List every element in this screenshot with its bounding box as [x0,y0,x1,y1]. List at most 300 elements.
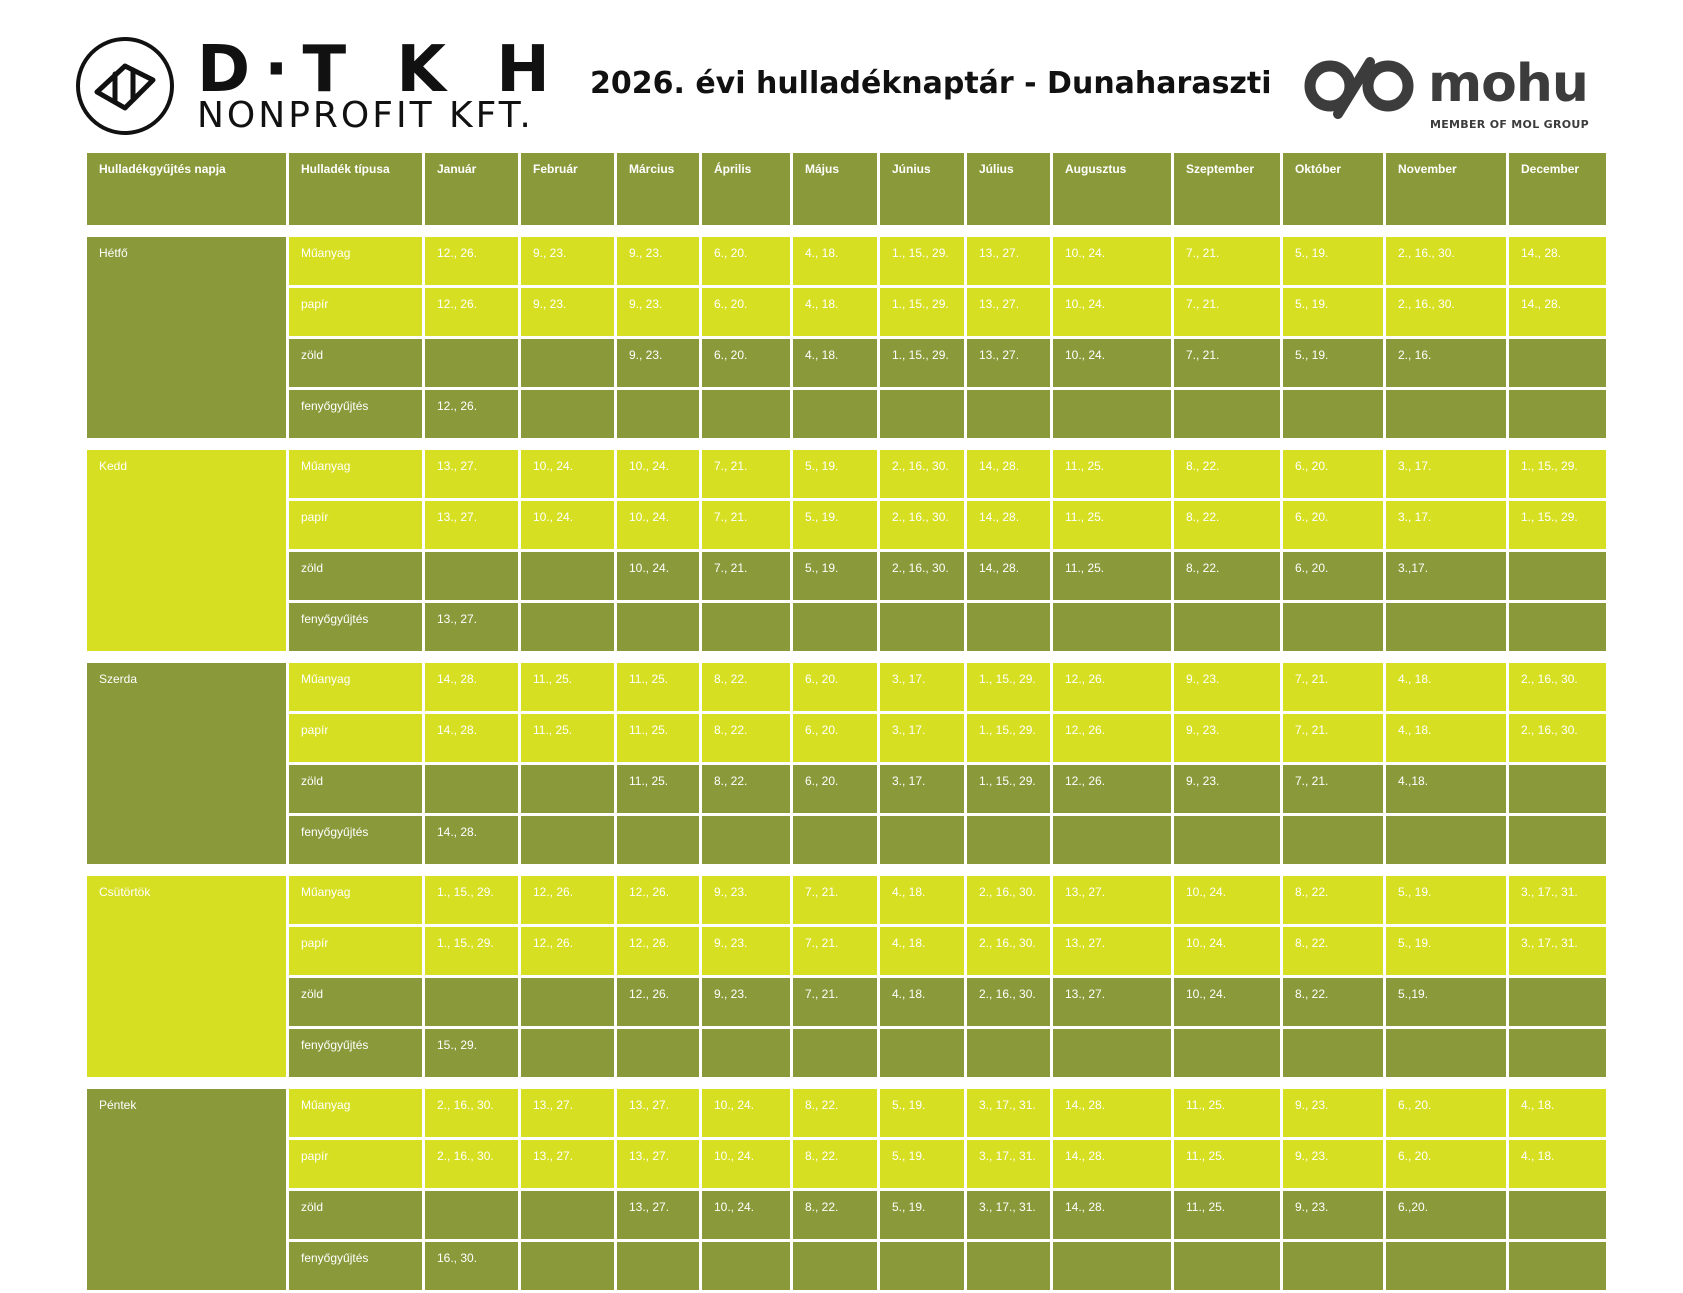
day-name-cell: Szerda [86,662,288,866]
date-cell: 5., 19. [879,1088,966,1139]
date-cell: 10., 24. [1173,926,1282,977]
date-cell: 5., 19. [1282,338,1385,389]
table-row [86,1190,1608,1241]
mohu-tagline: MEMBER OF MOL GROUP [1430,118,1589,131]
day-name-cell: Csütörtök [86,875,288,1079]
date-cell: 13., 27. [424,602,520,653]
date-cell: 5., 19. [1282,287,1385,338]
group-spacer [86,227,1608,236]
date-cell: 10., 24. [701,1088,792,1139]
date-cell: 5., 19. [879,1139,966,1190]
date-cell: 9., 23. [701,875,792,926]
date-cell: 1., 15., 29. [879,236,966,287]
date-cell [1385,389,1508,440]
date-cell: 9., 23. [520,236,616,287]
group-spacer [86,866,1608,875]
date-cell: 12., 26. [520,875,616,926]
date-cell: 14., 28. [966,449,1052,500]
date-cell: 3., 17. [1385,500,1508,551]
dtkh-logo [75,33,564,136]
date-cell [701,815,792,866]
date-cell: 7., 21. [1282,764,1385,815]
date-cell: 2., 16., 30. [1508,713,1608,764]
date-cell: 9., 23. [701,926,792,977]
date-cell: 6., 20. [792,662,879,713]
date-cell: 12., 26. [1052,713,1173,764]
date-cell [1508,389,1608,440]
date-cell: 2., 16., 30. [966,875,1052,926]
date-cell: 4., 18. [1508,1139,1608,1190]
date-cell: 13., 27. [966,287,1052,338]
date-cell: 2., 16., 30. [424,1139,520,1190]
date-cell: 6., 20. [1282,449,1385,500]
date-cell: 4., 18. [1385,662,1508,713]
waste-type-cell: fenyőgyűjtés [288,815,424,866]
day-name-cell: Kedd [86,449,288,653]
date-cell: 10., 24. [1173,875,1282,926]
date-cell [1385,1241,1508,1292]
date-cell: 8., 22. [792,1088,879,1139]
waste-type-cell: zöld [288,1190,424,1241]
date-cell: 4., 18. [1508,1088,1608,1139]
date-cell: 13., 27. [424,500,520,551]
col-header: Hulladék típusa [288,152,424,227]
col-header: Hulladékgyűjtés napja [86,152,288,227]
table-row [86,764,1608,815]
date-cell [966,1028,1052,1079]
date-cell: 6., 20. [1385,1139,1508,1190]
date-cell: 6., 20. [701,338,792,389]
date-cell [1173,1241,1282,1292]
waste-type-cell: zöld [288,764,424,815]
waste-type-cell: Műanyag [288,236,424,287]
date-cell: 11., 25. [1052,551,1173,602]
table-row [86,977,1608,1028]
date-cell: 7., 21. [1282,662,1385,713]
date-cell: 13., 27. [966,338,1052,389]
date-cell [701,1028,792,1079]
date-cell: 3.,17. [1385,551,1508,602]
date-cell [701,1241,792,1292]
date-cell [879,1028,966,1079]
date-cell: 11., 25. [616,713,701,764]
date-cell [520,1190,616,1241]
date-cell [1508,602,1608,653]
spacer-cell [86,866,1608,875]
table-row [86,338,1608,389]
col-header: Április [701,152,792,227]
date-cell: 7., 21. [792,926,879,977]
brand-subtitle: NONPROFIT KFT. [197,95,534,136]
table-row [86,500,1608,551]
spacer-cell [86,227,1608,236]
col-header: Október [1282,152,1385,227]
table-row [86,449,1608,500]
date-cell: 11., 25. [616,662,701,713]
date-cell: 14., 28. [1508,236,1608,287]
date-cell: 2., 16., 30. [1385,287,1508,338]
date-cell [1282,602,1385,653]
date-cell: 11., 25. [1173,1139,1282,1190]
date-cell [1052,1241,1173,1292]
date-cell: 10., 24. [701,1139,792,1190]
date-cell [1282,815,1385,866]
date-cell [1508,1190,1608,1241]
date-cell: 1., 15., 29. [1508,449,1608,500]
date-cell: 2., 16., 30. [966,977,1052,1028]
table-row [86,815,1608,866]
date-cell: 8., 22. [1173,551,1282,602]
date-cell: 3., 17., 31. [966,1139,1052,1190]
waste-type-cell: papír [288,500,424,551]
date-cell [1173,602,1282,653]
waste-type-cell: papír [288,1139,424,1190]
date-cell: 12., 26. [1052,662,1173,713]
col-header: Március [616,152,701,227]
date-cell: 8., 22. [1282,875,1385,926]
date-cell: 5., 19. [792,500,879,551]
date-cell: 7., 21. [701,449,792,500]
date-cell: 13., 27. [1052,977,1173,1028]
date-cell: 8., 22. [792,1190,879,1241]
date-cell [792,602,879,653]
date-cell [966,1241,1052,1292]
date-cell: 9., 23. [616,338,701,389]
table-row [86,662,1608,713]
table-row [86,287,1608,338]
table-row [86,1028,1608,1079]
date-cell: 8., 22. [1282,977,1385,1028]
col-header: Május [792,152,879,227]
waste-type-cell: zöld [288,551,424,602]
date-cell: 9., 23. [1173,662,1282,713]
date-cell [1052,602,1173,653]
date-cell: 14., 28. [424,662,520,713]
date-cell [966,389,1052,440]
date-cell: 1., 15., 29. [966,713,1052,764]
date-cell [1385,815,1508,866]
date-cell: 3., 17., 31. [966,1088,1052,1139]
date-cell: 4., 18. [792,338,879,389]
date-cell: 9., 23. [616,287,701,338]
waste-type-cell: Műanyag [288,449,424,500]
date-cell: 14., 28. [1508,287,1608,338]
mohu-emblem-icon [1300,56,1420,126]
date-cell: 1., 15., 29. [966,764,1052,815]
date-cell [520,602,616,653]
date-cell [792,389,879,440]
day-name-cell: Hétfő [86,236,288,440]
group-spacer [86,1079,1608,1088]
date-cell: 7., 21. [1173,236,1282,287]
date-cell: 14., 28. [1052,1139,1173,1190]
date-cell: 4., 18. [792,287,879,338]
date-cell [424,551,520,602]
date-cell [1282,389,1385,440]
date-cell: 2., 16., 30. [879,500,966,551]
date-cell: 10., 24. [1052,338,1173,389]
date-cell: 14., 28. [966,500,1052,551]
date-cell [792,1241,879,1292]
date-cell [520,551,616,602]
date-cell [424,764,520,815]
date-cell: 3., 17. [879,713,966,764]
date-cell [1508,1241,1608,1292]
date-cell: 13., 27. [520,1139,616,1190]
date-cell: 11., 25. [520,713,616,764]
date-cell: 10., 24. [1052,236,1173,287]
date-cell: 13., 27. [1052,926,1173,977]
date-cell [616,389,701,440]
date-cell: 2., 16., 30. [1508,662,1608,713]
date-cell [701,389,792,440]
date-cell [1508,338,1608,389]
date-cell: 14., 28. [424,815,520,866]
date-cell: 12., 26. [424,287,520,338]
date-cell: 10., 24. [1052,287,1173,338]
date-cell: 12., 26. [616,977,701,1028]
date-cell [520,1241,616,1292]
date-cell [792,815,879,866]
date-cell [616,602,701,653]
date-cell: 11., 25. [1173,1088,1282,1139]
col-header: December [1508,152,1608,227]
date-cell: 1., 15., 29. [966,662,1052,713]
date-cell [879,1241,966,1292]
table-row [86,875,1608,926]
table-row [86,926,1608,977]
date-cell: 3., 17. [879,662,966,713]
date-cell: 2., 16., 30. [966,926,1052,977]
date-cell [1508,977,1608,1028]
date-cell: 10., 24. [616,449,701,500]
date-cell [616,1241,701,1292]
waste-type-cell: Műanyag [288,1088,424,1139]
date-cell [1385,602,1508,653]
col-header: November [1385,152,1508,227]
date-cell: 3., 17. [1385,449,1508,500]
date-cell: 4., 18. [792,236,879,287]
date-cell [1508,1028,1608,1079]
date-cell [424,338,520,389]
date-cell: 8., 22. [1173,449,1282,500]
date-cell: 10., 24. [616,500,701,551]
date-cell: 5.,19. [1385,977,1508,1028]
date-cell: 10., 24. [616,551,701,602]
date-cell [1173,389,1282,440]
table-row [86,713,1608,764]
date-cell: 5., 19. [1385,875,1508,926]
date-cell [520,815,616,866]
date-cell: 3., 17. [879,764,966,815]
date-cell: 3., 17., 31. [966,1190,1052,1241]
spacer-cell [86,1079,1608,1088]
date-cell: 12., 26. [616,926,701,977]
waste-type-cell: papír [288,287,424,338]
table-row [86,1088,1608,1139]
date-cell: 2., 16., 30. [879,449,966,500]
date-cell [424,977,520,1028]
table-row [86,236,1608,287]
date-cell: 13., 27. [1052,875,1173,926]
date-cell [520,977,616,1028]
date-cell: 7., 21. [1173,338,1282,389]
waste-type-cell: fenyőgyűjtés [288,1241,424,1292]
date-cell [1385,1028,1508,1079]
date-cell: 1., 15., 29. [879,287,966,338]
date-cell: 14., 28. [1052,1190,1173,1241]
date-cell: 3., 17., 31. [1508,926,1608,977]
date-cell [520,389,616,440]
date-cell: 14., 28. [1052,1088,1173,1139]
date-cell: 1., 15., 29. [1508,500,1608,551]
date-cell [879,602,966,653]
date-cell: 6., 20. [1282,551,1385,602]
waste-type-cell: zöld [288,338,424,389]
date-cell: 6., 20. [1282,500,1385,551]
dtkh-emblem-icon [75,36,175,136]
table-row [86,602,1608,653]
waste-type-cell: Műanyag [288,662,424,713]
date-cell: 15., 29. [424,1028,520,1079]
group-spacer [86,653,1608,662]
date-cell: 8., 22. [1173,500,1282,551]
waste-type-cell: papír [288,926,424,977]
header-row [86,152,1608,227]
date-cell: 8., 22. [701,662,792,713]
date-cell: 2., 16., 30. [424,1088,520,1139]
date-cell: 5., 19. [792,551,879,602]
date-cell: 8., 22. [792,1139,879,1190]
date-cell: 10., 24. [520,449,616,500]
date-cell: 6.,20. [1385,1190,1508,1241]
date-cell: 8., 22. [701,713,792,764]
date-cell: 9., 23. [1282,1190,1385,1241]
mohu-wordmark: mohu [1428,54,1588,114]
date-cell: 5., 19. [879,1190,966,1241]
date-cell: 9., 23. [701,977,792,1028]
date-cell: 16., 30. [424,1241,520,1292]
date-cell: 13., 27. [616,1190,701,1241]
date-cell [966,602,1052,653]
date-cell [1508,815,1608,866]
date-cell: 2., 16., 30. [879,551,966,602]
date-cell: 12., 26. [1052,764,1173,815]
date-cell: 6., 20. [1385,1088,1508,1139]
date-cell [701,602,792,653]
date-cell [1052,389,1173,440]
date-cell [966,815,1052,866]
date-cell [1508,551,1608,602]
date-cell: 9., 23. [1282,1088,1385,1139]
waste-calendar-table [84,150,1609,1293]
date-cell: 7., 21. [792,977,879,1028]
date-cell: 9., 23. [1173,764,1282,815]
date-cell: 10., 24. [1173,977,1282,1028]
col-header: Június [879,152,966,227]
date-cell: 12., 26. [424,236,520,287]
waste-type-cell: fenyőgyűjtés [288,1028,424,1079]
date-cell: 1., 15., 29. [424,926,520,977]
date-cell: 14., 28. [966,551,1052,602]
date-cell [1052,815,1173,866]
date-cell: 4., 18. [1385,713,1508,764]
date-cell: 3., 17., 31. [1508,875,1608,926]
waste-type-cell: zöld [288,977,424,1028]
date-cell [424,1190,520,1241]
spacer-cell [86,440,1608,449]
date-cell [520,338,616,389]
day-name-cell: Péntek [86,1088,288,1292]
date-cell: 2., 16., 30. [1385,236,1508,287]
col-header: Január [424,152,520,227]
date-cell: 11., 25. [616,764,701,815]
waste-type-cell: fenyőgyűjtés [288,389,424,440]
col-header: Szeptember [1173,152,1282,227]
date-cell [792,1028,879,1079]
date-cell: 7., 21. [1173,287,1282,338]
col-header: Február [520,152,616,227]
date-cell: 13., 27. [616,1139,701,1190]
date-cell: 5., 19. [1282,236,1385,287]
date-cell: 1., 15., 29. [879,338,966,389]
date-cell: 7., 21. [1282,713,1385,764]
page-title: 2026. évi hulladéknaptár - Dunaharaszti [590,66,1272,101]
date-cell [616,815,701,866]
date-cell: 5., 19. [792,449,879,500]
date-cell: 10., 24. [701,1190,792,1241]
waste-type-cell: fenyőgyűjtés [288,602,424,653]
date-cell [879,815,966,866]
date-cell [1282,1028,1385,1079]
date-cell: 6., 20. [701,236,792,287]
date-cell [1052,1028,1173,1079]
date-cell: 7., 21. [701,551,792,602]
date-cell: 12., 26. [520,926,616,977]
date-cell: 4., 18. [879,977,966,1028]
date-cell: 4., 18. [879,875,966,926]
group-spacer [86,440,1608,449]
date-cell: 12., 26. [616,875,701,926]
date-cell [1282,1241,1385,1292]
date-cell: 11., 25. [1173,1190,1282,1241]
brand-name: D·T K H [197,33,564,107]
spacer-cell [86,653,1608,662]
date-cell: 12., 26. [424,389,520,440]
table-row [86,1139,1608,1190]
date-cell: 6., 20. [792,713,879,764]
date-cell: 6., 20. [792,764,879,815]
date-cell [1508,764,1608,815]
date-cell: 14., 28. [424,713,520,764]
date-cell: 13., 27. [616,1088,701,1139]
date-cell [520,1028,616,1079]
date-cell: 11., 25. [1052,449,1173,500]
date-cell [616,1028,701,1079]
date-cell: 11., 25. [520,662,616,713]
mohu-logo [1300,56,1600,136]
date-cell: 9., 23. [520,287,616,338]
date-cell: 13., 27. [424,449,520,500]
waste-type-cell: Műanyag [288,875,424,926]
col-header: Július [966,152,1052,227]
date-cell: 9., 23. [1282,1139,1385,1190]
waste-type-cell: papír [288,713,424,764]
date-cell: 8., 22. [1282,926,1385,977]
date-cell: 4.,18. [1385,764,1508,815]
date-cell: 7., 21. [701,500,792,551]
date-cell: 8., 22. [701,764,792,815]
